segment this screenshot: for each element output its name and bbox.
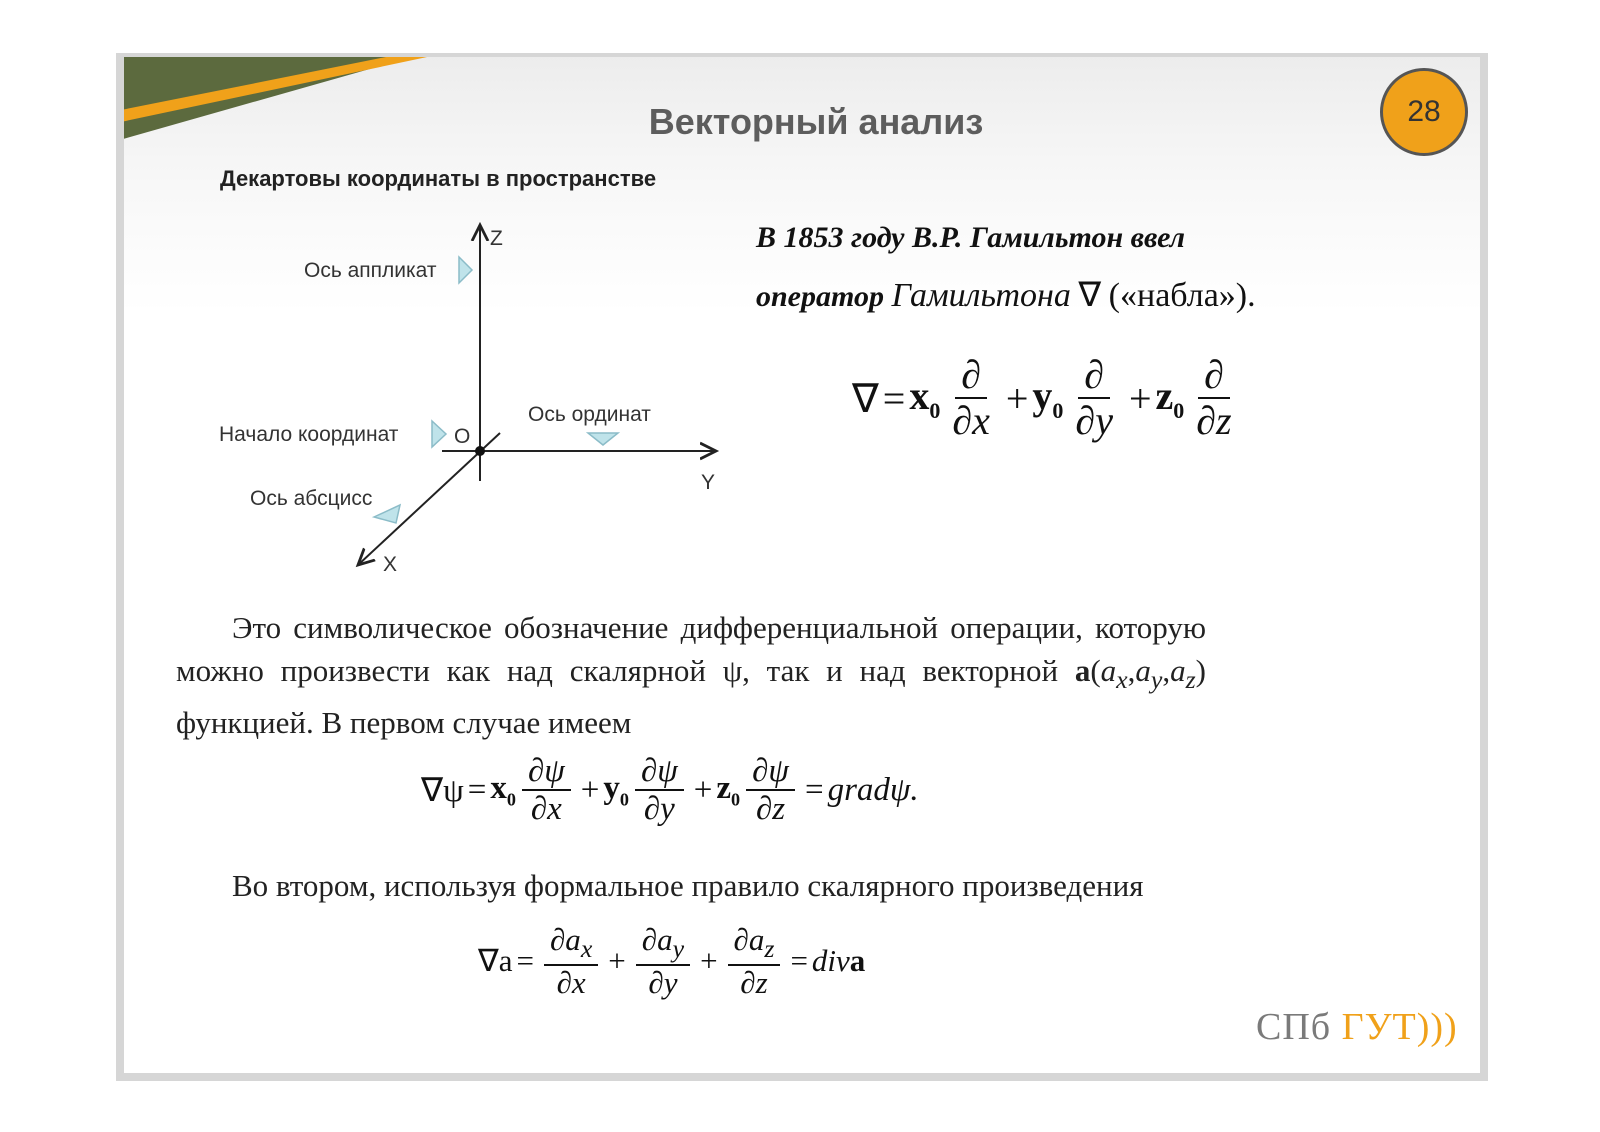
origin-text-label: Начало координат [219,423,399,446]
paragraph-text: Это символическое обозначение дифференциальной операции, которую можно произвести как над скалярной ψ, так и над векторной [176,610,1206,688]
page-number-badge: 28 [1380,68,1468,156]
coordinate-diagram [116,53,816,613]
unit-x: $x_0$ [909,373,941,423]
fraction-d-dz: $\frac{\partial}{\partial z}$ [1196,352,1232,443]
diagram-heading: Декартовы координаты в пространстве [220,166,657,191]
history-line-1: В 1853 году В.Р. Гамильтон ввел [756,221,1186,254]
nabla-lhs: ∇ [852,375,879,421]
fraction-dpsi-dy: $\frac{\partial\psi}{\partial y}$ [635,753,684,828]
y-axis-label: Y [701,471,716,494]
applicate-label: Ось аппликат [304,259,437,282]
plus-sign: + [1005,375,1029,421]
unit-y: $y_0$ [1032,373,1064,423]
slide-title: Векторный анализ [648,101,984,142]
origin-point [475,446,485,456]
div-operator: div [811,943,850,979]
fraction-d-dy: $\frac{\partial}{\partial y}$ [1075,352,1113,443]
unit-z: $z_0$ [1155,373,1185,423]
history-line-2 [756,275,1256,315]
z-axis-label: Z [490,227,503,250]
fraction-d-dx: $\frac{\partial}{\partial x}$ [952,352,990,443]
fraction-day-dy: $\frac{\partial a_y}{\partial y}$ [636,923,690,1000]
applicate-pointer-icon [459,257,472,283]
grad-rhs: gradψ. [827,771,919,808]
x-axis-label: X [383,553,398,576]
fraction-daz-dz: $\frac{\partial a_z}{\partial z}$ [728,923,781,1000]
gradient-formula: ∇ψ = $x_0$ $\frac{\partial\psi}{\partial x}$ + $y_0$ $\frac{\partial\psi}{\partial y}$ + $z_0$ $\frac{\partial\psi}{\partial z}$ = gradψ. [421,753,919,828]
div-vector: a [849,943,866,979]
fraction-dax-dx: $\frac{\partial a_x}{\partial x}$ [544,923,598,1000]
ordinate-pointer-icon [588,433,618,445]
history-name: Гамильтона [891,277,1071,314]
university-logo: СПб ГУТ))) [1256,1006,1458,1048]
grad-lhs: ∇ψ [421,773,464,810]
abscissa-pointer-icon [374,505,400,523]
plus-sign: + [1128,375,1152,421]
second-case-text: Во втором, используя формальное правило скалярного произведения [232,868,1144,903]
abscissa-label: Ось абсцисс [250,487,373,510]
origin-label: O [454,425,471,448]
origin-pointer-icon [432,421,446,447]
div-lhs: ∇a [478,943,513,979]
paragraph-tail: функцией. В первом случае имеем [176,705,632,741]
fraction-dpsi-dz: $\frac{\partial\psi}{\partial z}$ [746,753,795,828]
slide [116,53,1488,1081]
equals-sign: = [882,375,906,421]
ordinate-label: Ось ординат [528,403,651,426]
history-prefix: оператор [756,280,884,313]
nabla-definition-formula [852,353,1244,443]
body-paragraph: Это символическое обозначение дифференциальной операции, которую можно произвести как над скалярной ψ, так и над векторной $a(a_x,a_y,a_z)$ функцией. В первом случае имеем [176,610,1206,741]
vector-a: a [1074,653,1091,688]
nabla-symbol: ∇ [1078,277,1102,314]
history-suffix: («набла»). [1108,277,1256,314]
fraction-dpsi-dx: $\frac{\partial\psi}{\partial x}$ [522,753,571,828]
divergence-formula: ∇a = $\frac{\partial a_x}{\partial x}$ + $\frac{\partial a_y}{\partial y}$ + $\frac{\partial a_z}{\partial z}$ = div a [478,922,866,1000]
